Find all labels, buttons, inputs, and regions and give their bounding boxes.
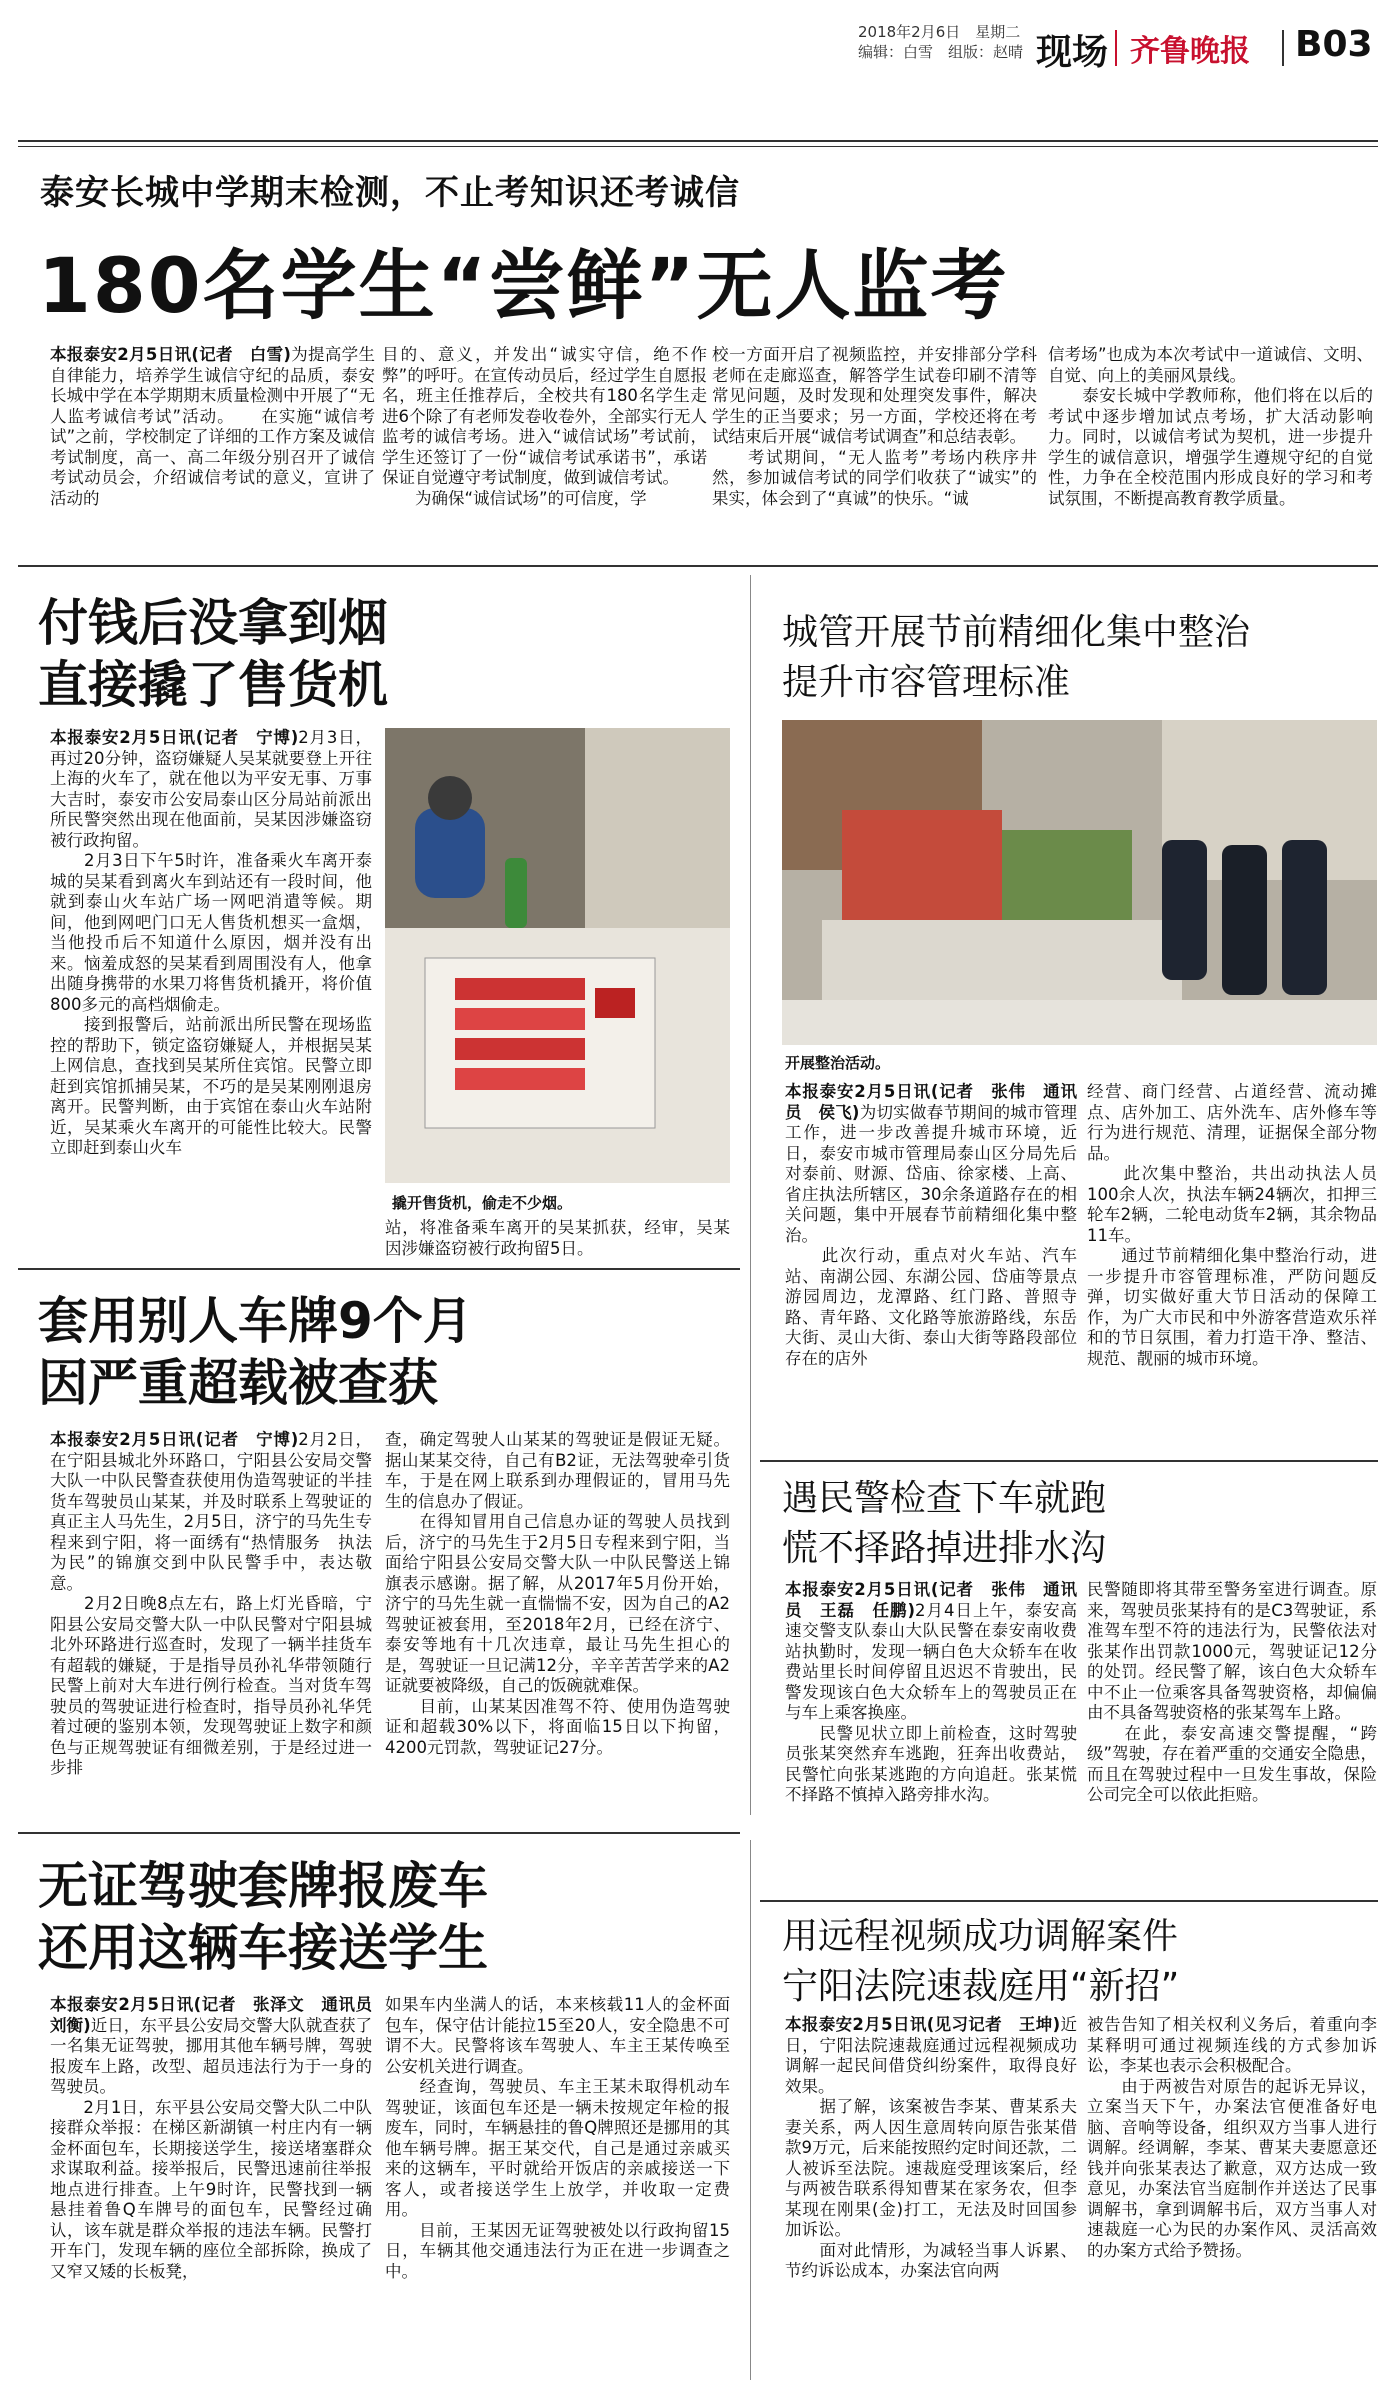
vending-machine-scene-image: [385, 728, 730, 1183]
a2-col2-text: 站，将准备乘车离开的吴某抓获，经审，吴某因涉嫌盗窃被行政拘留5日。: [385, 1218, 730, 1258]
a1-col2: [382, 345, 707, 509]
header-divider: [1115, 30, 1117, 66]
a2-col1: [50, 728, 372, 1159]
a4-title-line2: 因严重超载被查获: [38, 1354, 438, 1412]
a1-col3-text: 校一方面开启了视频监控，并安排部分学科老师在走廊巡查，解答学生试卷印刷不清等常见问题，及时发现和处理突发事件，解决学生的正当要求；另一方面，学校还将在考试结束后开展“诚信考试调查”和总结表彰。 考试期间，“无人监考”考场内秩序井然，参加诚信考试的同学们收获了“诚实”的果实，体会到了“真诚”的快乐。“诚: [712, 345, 1037, 508]
a7-title-line1: 用远程视频成功调解案件: [782, 1916, 1179, 1957]
a6-col1-text: [50, 1995, 389, 2282]
a2-title-line1: 付钱后没拿到烟: [38, 594, 388, 652]
a1-kicker: 泰安长城中学期末检测，不止考知识还考诚信: [40, 173, 740, 213]
a5-col1-text: [785, 1580, 1077, 1806]
a7-col2-text: 被告告知了相关权利义务后，着重向李某释明可通过视频连线的方式参加诉讼，李某也表示会积极配合。 由于两被告对原告的起诉无异议，立案当天下午，办案法官便准备好电脑、音响等设备，组织双方当事人进行调解。经调解，李某、曹某夫妻愿意还钱并向张某表达了歉意，双方达成一致意见，办案法官当庭制作并送达了民事调解书，拿到调解书后，双方当事人对速裁庭一心为民的办案作风、灵活高效的办案方式给予赞扬。: [1087, 2015, 1377, 2260]
a7-byline: 本报泰安2月5日讯(见习记者 王坤): [785, 2015, 1061, 2034]
a5-title-line1: 遇民警检查下车就跑: [782, 1478, 1107, 1519]
a3-col2: [1087, 1082, 1377, 1369]
a6-title-line1: 无证驾驶套牌报废车: [38, 1857, 488, 1915]
a1-byline: 本报泰安2月5日讯(记者 白雪): [50, 345, 291, 364]
a5-title-line2: 慌不择路掉进排水沟: [782, 1528, 1107, 1569]
a7-body-segment: 近日，宁阳法院速裁庭通过远程视频成功调解一起民间借贷纠纷案件，取得良好效果。 据了解，该案被告李某、曹某系夫妻关系，两人因生意周转向原告张某借款9万元，后来能按照约定时间还款，二人被诉至法院。速裁庭受理该案后，经与两被告联系得知曹某在家务农，但李某现在刚果(金)打工，无法及时回国参加诉讼。 面对此情形，为减轻当事人诉累、节约诉讼成本，办案法官向两: [785, 2015, 1077, 2280]
a4-col1: [50, 1430, 372, 1779]
a3-caption: 开展整治活动。: [785, 1054, 891, 1072]
a4-title-line1: 套用别人车牌9个月: [38, 1292, 473, 1350]
section-rule-3: [760, 1460, 1378, 1462]
issue-date: 2018年2月6日 星期二: [858, 23, 1021, 41]
section-rule-1: [18, 565, 1378, 567]
a3-photo: [782, 720, 1377, 1045]
a4-col2-text: 查，确定驾驶人山某某的驾驶证是假证无疑。据山某某交待，自己有B2证，无法驾驶牵引货车，于是在网上联系到办理假证的，冒用马先生的信息办了假证。 在得知冒用自己信息办证的驾驶人员找到后，济宁的马先生于2月5日专程来到宁阳，当面给宁阳县公安局交警大队一中队民警送上锦旗表示感谢。据了解，从2017年5月份开始，济宁的马先生就一直惴惴不安，因为自己的A2驾驶证被套用，至2018年2月，已经在济宁、泰安等地有十几次违章，最让马先生担心的是，驾驶证一旦记满12分，辛辛苦苦学来的A2证就要被降级，自己的饭碗就难保。 目前，山某某因准驾不符、使用伪造驾驶证和超载30%以下，将面临15日以下拘留，4200元罚款，驾驶证记27分。: [385, 1430, 730, 1757]
a4-col2: [385, 1430, 730, 1758]
editors-line: 编辑：白雪 组版：赵晴: [858, 43, 1024, 61]
a3-body-segment: 为切实做春节期间的城市管理工作，进一步改善提升城市环境，近日，泰安市城市管理局泰山区分局先后对泰前、财源、岱庙、徐家楼、上高、省庄执法所辖区，30余条道路存在的相关问题，集中开展春节前精细化集中整治。 此次行动，重点对火车站、汽车站、南湖公园、东湖公园、岱庙等景点游园周边，龙潭路、红门路、普照寺路、青年路、文化路等旅游路线，东岳大街、灵山大街、泰山大街等路段部位存在的店外: [785, 1102, 1078, 1368]
a6-col2: [385, 1995, 730, 2282]
section-rule-2: [18, 1268, 740, 1270]
a4-body-segment: 2月2日，在宁阳县城北外环路口，宁阳县公安局交警大队一中队民警查获使用伪造驾驶证的半挂货车驾驶员山某某，并及时联系上驾驶证的真正主人马先生，2月5日，济宁的马先生专程来到宁阳，将一面绣有“热情服务 执法为民”的锦旗交到中队民警手中，表达敬意。 2月2日晚8点左右，路上灯光昏暗，宁阳县公安局交警大队一中队民警对宁阳县城北外环路进行巡查时，发现了一辆半挂货车有超载的嫌疑，于是指导员孙礼华带领随行民警上前对大车进行例行检查。当对货车驾驶员的驾驶证进行检查时，指导员孙礼华凭着过硬的鉴别本领，发现驾驶证上数字和颜色与正规驾驶证有细微差别，于是经过进一步排: [50, 1430, 372, 1777]
a5-title: [782, 1474, 1106, 1574]
a3-col1-text: [785, 1082, 1077, 1369]
a1-col2-text: 目的、意义，并发出“诚实守信，绝不作弊”的呼吁。在宣传动员后，经过学生自愿报名，班主任推荐后，全校共有180名学生走进6个除了有老师发卷收卷外，全部实行无人监考的诚信考场。进入“诚信试场”考试前，学生还签订了一份“诚信考试承诺书”，承诺保证自觉遵守考试制度，做到诚信考试。 为确保“诚信试场”的可信度，学: [382, 345, 707, 508]
a7-col2: [1087, 2015, 1377, 2261]
a1-col4: [1048, 345, 1373, 509]
a1-headline: 180名学生“尝鲜”无人监考: [38, 241, 1009, 330]
a3-byline: 本报泰安2月5日讯(记者 张伟 通讯员 侯飞): [785, 1082, 1077, 1122]
a6-col2-text: 如果车内坐满人的话，本来核载11人的金杯面包车，保守估计能拉15至20人，安全隐患不可谓不大。民警将该车驾驶人、车主王某传唤至公安机关进行调查。 经查询，驾驶员、车主王某未取得机动车驾驶证，该面包车还是一辆未按规定年检的报废车，同时，车辆悬挂的鲁Q牌照还是挪用的其他车辆号牌。据王某交代，自己是通过亲戚买来的这辆车，平时就给开饭店的亲戚接送一下客人，或者接送学生上放学，并收取一定费用。 目前，王某因无证驾驶被处以行政拘留15日，车辆其他交通违法行为正在进一步调查之中。: [385, 1995, 730, 2281]
a5-byline: 本报泰安2月5日讯(记者 张伟 通讯员 王磊 任鹏): [785, 1580, 1077, 1620]
a2-title-line2: 直接撬了售货机: [38, 656, 388, 714]
a2-photo: [385, 728, 730, 1183]
a3-title-line2: 提升市容管理标准: [782, 662, 1071, 703]
a2-title: [38, 592, 388, 716]
a1-body-segment: 在实施“诚信考试”之前，学校制定了详细的工作方案及诚信考试制度，高一、高二年级分别召开了诚信考试动员会，介绍诚信考试的意义，宣讲了活动的: [50, 406, 375, 508]
column-rule: [750, 575, 751, 1815]
a7-col1: [785, 2015, 1077, 2282]
a1-col1: [50, 345, 375, 509]
a3-title: [782, 608, 1250, 708]
section-rule-4: [18, 1832, 740, 1834]
newspaper-logo: 齐鲁晚报: [1130, 34, 1250, 69]
a5-col2: [1087, 1580, 1377, 1806]
a4-byline: 本报泰安2月5日讯(记者 宁博): [50, 1430, 299, 1449]
a3-col1: [785, 1082, 1077, 1369]
a1-col1-text: [50, 345, 375, 509]
a2-col1-text: [50, 728, 372, 1159]
column-rule-2: [750, 1840, 751, 2380]
a2-col2: [385, 1218, 730, 1259]
a3-title-line1: 城管开展节前精细化集中整治: [782, 612, 1251, 653]
a1-body-segment: 为提高学生自律能力，培养学生诚信守纪的品质，泰安长城中学在本学期期末质量检测中开展了“无人监考诚信考试”活动。: [50, 345, 376, 426]
a6-byline: 本报泰安2月5日讯(记者 张泽文 通讯员 刘衡): [50, 1995, 389, 2035]
page-number: B03: [1295, 24, 1373, 65]
header-divider-2: [1282, 30, 1284, 66]
a1-col4-text: 信考场”也成为本次考试中一道诚信、文明、自觉、向上的美丽风景线。 泰安长城中学教师称，他们将在以后的考试中逐步增加试点考场，扩大活动影响力。同时，以诚信考试为契机，进一步提升学生的诚信意识，增强学生遵规守纪的自觉性，力争在全校范围内形成良好的学习和考试氛围，不断提高教育教学质量。: [1048, 345, 1373, 508]
header-rule-thin: [18, 146, 1378, 147]
a6-col1: [50, 1995, 389, 2282]
a5-body-segment: 2月4日上午，泰安高速交警支队泰山大队民警在泰安南收费站执勤时，发现一辆白色大众轿车在收费站里长时间停留且迟迟不肯驶出，民警发现该白色大众轿车上的驾驶员正在与车上乘客换座。 民警见状立即上前检查，这时驾驶员张某突然弃车逃跑，狂奔出收费站，民警忙向张某逃跑的方向追赶。张某慌不择路不慎掉入路旁排水沟。: [785, 1600, 1078, 1804]
a6-title-line2: 还用这辆车接送学生: [38, 1919, 488, 1977]
a6-body-segment: 近日，东平县公安局交警大队就查获了一名集无证驾驶，挪用其他车辆号牌，驾驶报废车上路，改型、超员违法行为于一身的驾驶员。 2月1日，东平县公安局交警大队二中队接群众举报：在梯区新湖镇一村庄内有一辆金杯面包车，长期接送学生，接送堵塞群众求谋取利益。接举报后，民警迅速前往举报地点进行排查。上午9时许，民警找到一辆悬挂着鲁Q车牌号的面包车，民警经过确认，该车就是群众举报的违法车辆。民警打开车门，发现车辆的座位全部拆除，换成了又窄又矮的长板凳，: [50, 2015, 373, 2281]
header-rule: [18, 140, 1378, 142]
a5-col1: [785, 1580, 1077, 1806]
a2-byline: 本报泰安2月5日讯(记者 宁博): [50, 728, 299, 747]
city-cleanup-scene-image: [782, 720, 1377, 1045]
a4-col1-text: [50, 1430, 372, 1779]
a2-body-segment: 2月3日，再过20分钟，盗窃嫌疑人吴某就要登上开往上海的火车了，就在他以为平安无事、万事大吉时，泰安市公安局泰山区分局站前派出所民警突然出现在他面前，吴某因涉嫌盗窃被行政拘留。 2月3日下午5时许，准备乘火车离开泰城的吴某看到离火车到站还有一段时间，他就到泰山火车站广场一网吧消遣等候。期间，他到网吧门口无人售货机想买一盒烟，当他投币后不知道什么原因，烟并没有出来。恼羞成怒的吴某看到周围没有人，他拿出随身携带的水果刀将售货机撬开，将价值800多元的高档烟偷走。 接到报警后，站前派出所民警在现场监控的帮助下，锁定盗窃嫌疑人，并根据吴某上网信息，查找到吴某所住宾馆。民警立即赶到宾馆抓捕吴某，不巧的是吴某刚刚退房离开。民警判断，由于宾馆在泰山火车站附近，吴某乘火车离开的可能性比较大。民警立即赶到泰山火车: [50, 728, 372, 1157]
section-name: 现场: [1036, 32, 1109, 73]
a6-title: [38, 1855, 488, 1979]
a7-title: [782, 1912, 1179, 2012]
a1-col3: [712, 345, 1037, 509]
a7-title-line2: 宁阳法院速裁庭用“新招”: [782, 1966, 1180, 2007]
a5-col2-text: 民警随即将其带至警务室进行调查。原来，驾驶员张某持有的是C3驾驶证，系准驾车型不符的违法行为，民警依法对张某作出罚款1000元，驾驶证记12分的处罚。经民警了解，该白色大众轿车中不止一位乘客具备驾驶资格，却偏偏由不具备驾驶资格的张某驾车上路。 在此，泰安高速交警提醒，“跨级”驾驶，存在着严重的交通安全隐患，而且在驾驶过程中一旦发生事故，保险公司完全可以依此拒赔。: [1087, 1580, 1377, 1804]
a7-col1-text: [785, 2015, 1077, 2282]
section-rule-5: [760, 1900, 1378, 1902]
a3-col2-text: 经营、商门经营、占道经营、流动摊点、店外加工、店外洗车、店外修车等行为进行规范、清理，证据保全部分物品。 此次集中整治，共出动执法人员100余人次，执法车辆24辆次，扣押三轮车2辆，二轮电动货车2辆，其余物品11车。 通过节前精细化集中整治行动，进一步提升市容管理标准，严防问题反弹，切实做好重大节日活动的保障工作，为广大市民和中外游客营造欢乐祥和的节日氛围，着力打造干净、整洁、规范、靓丽的城市环境。: [1087, 1082, 1377, 1368]
a2-caption: 撬开售货机，偷走不少烟。: [392, 1194, 573, 1212]
a4-title: [38, 1290, 473, 1414]
